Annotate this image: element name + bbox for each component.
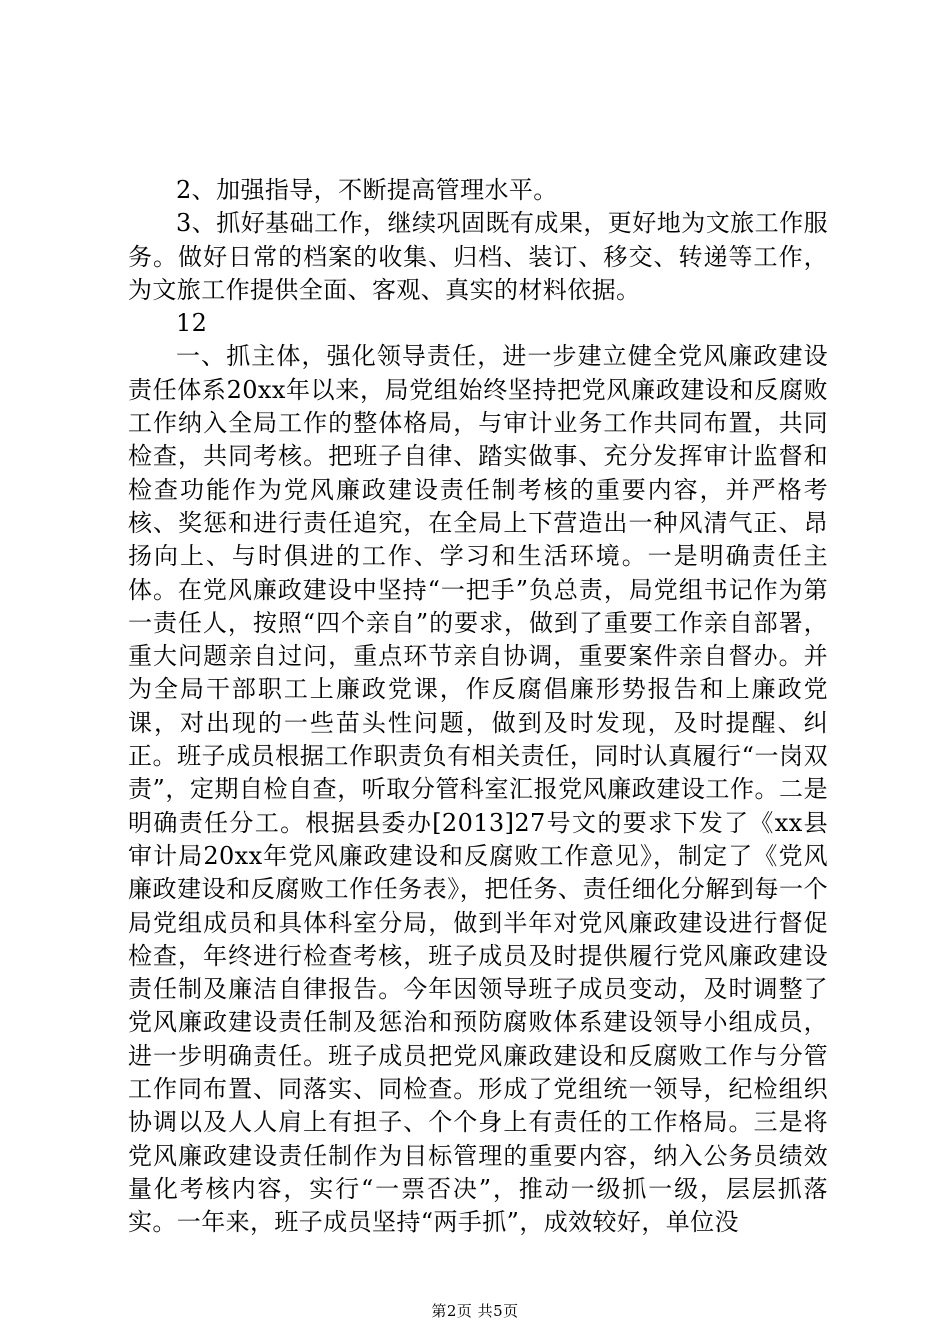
page-number-footer: 第2页 共5页 <box>431 1302 519 1320</box>
document-body <box>128 174 828 1240</box>
paragraph-responsibility: 一、抓主体，强化领导责任，进一步建立健全党风廉政建设责任体系20xx年以来，局党组始终坚持把党风廉政建设和反腐败工作纳入全局工作的整体格局，与审计业务工作共同布置，共同检查，共同考核。把班子自律、踏实做事、充分发挥审计监督和检查功能作为党风廉政建设责任制考核的重要内容，并严格考核、奖惩和进行责任追究，在全局上下营造出一种风清气正、昂扬向上、与时俱进的工作、学习和生活环境。一是明确责任主体。在党风廉政建设中坚持“一把手”负总责，局党组书记作为第一责任人，按照“四个亲自”的要求，做到了重要工作亲自部署，重大问题亲自过问，重点环节亲自协调，重要案件亲自督办。并为全局干部职工上廉政党课，作反腐倡廉形势报告和上廉政党课，对出现的一些苗头性问题，做到及时发现，及时提醒、纠正。班子成员根据工作职责负有相关责任，同时认真履行“一岗双责”，定期自检自查，听取分管科室汇报党风廉政建设工作。二是明确责任分工。根据县委办[2013]27号文的要求下发了《xx县审计局20xx年党风廉政建设和反腐败工作意见》，制定了《党风廉政建设和反腐败工作任务表》，把任务、责任细化分解到每一个局党组成员和具体科室分局，做到半年对党风廉政建设进行督促检查，年终进行检查考核，班子成员及时提供履行党风廉政建设责任制及廉洁自律报告。今年因领导班子成员变动，及时调整了党风廉政建设责任制及惩治和预防腐败体系建设领导小组成员，进一步明确责任。班子成员把党风廉政建设和反腐败工作与分管工作同布置、同落实、同检查。形成了党组统一领导，纪检组织协调以及人人肩上有担子、个个身上有责任的工作格局。三是将党风廉政建设责任制作为目标管理的重要内容，纳入公务员绩效量化考核内容，实行“一票否决”，推动一级抓一级，层层抓落实。一年来，班子成员坚持“两手抓”，成效较好，单位没 <box>128 342 828 1237</box>
paragraph-number: 12 <box>176 309 208 338</box>
paragraph-guidance: 2、加强指导，不断提高管理水平。 <box>176 176 558 204</box>
paragraph-basic-work: 3、抓好基础工作，继续巩固既有成果，更好地为文旅工作服务。做好日常的档案的收集、归档、装订、移交、转递等工作，为文旅工作提供全面、客观、真实的材料依据。 <box>128 209 828 304</box>
